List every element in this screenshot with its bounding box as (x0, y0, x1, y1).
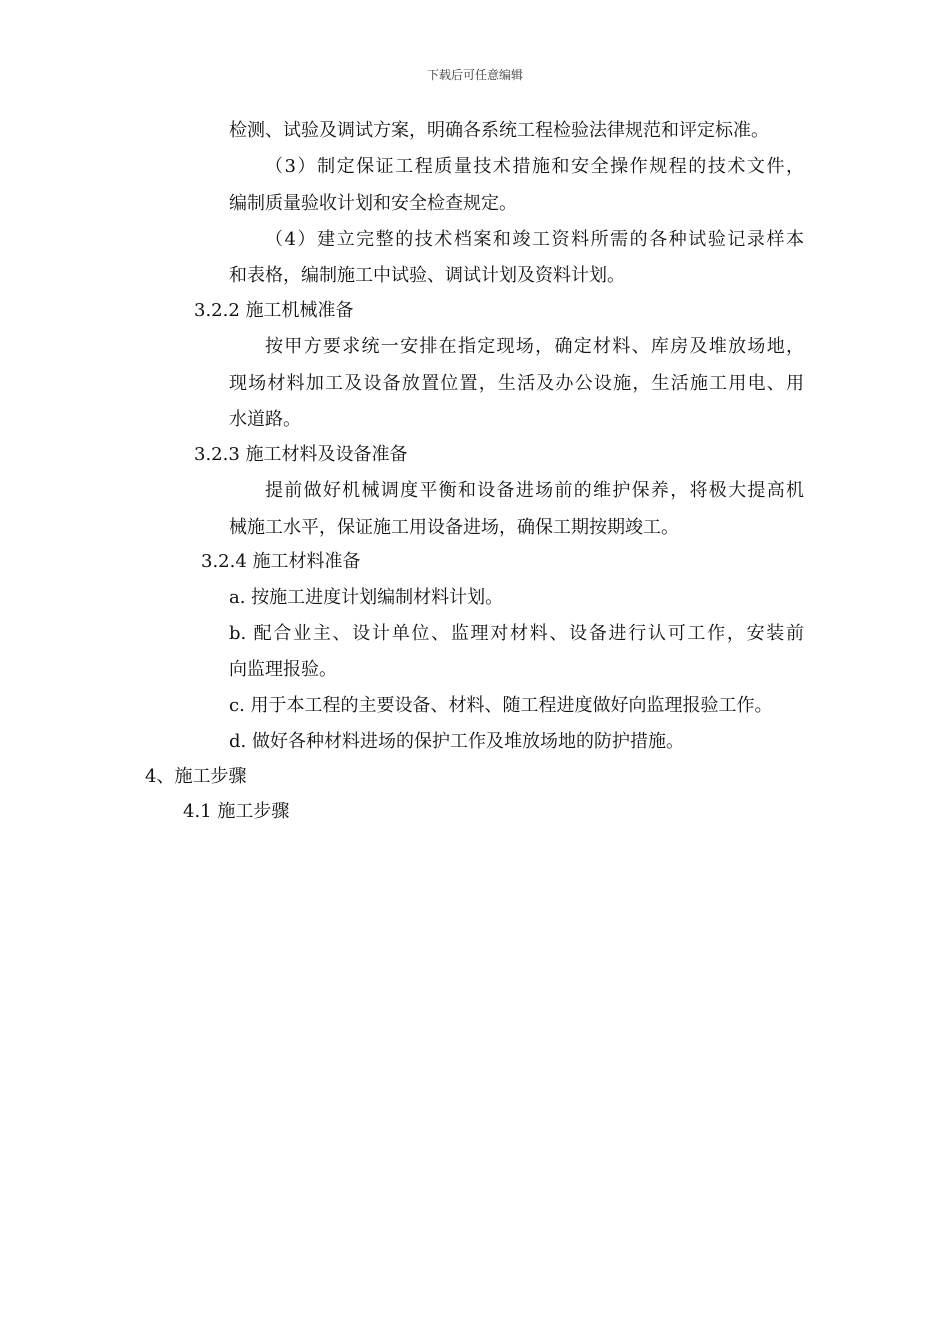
paragraph-line: 械施工水平，保证施工用设备进场，确保工期按期竣工。 (229, 517, 679, 538)
section-heading-4-1: 4.1 施工步骤 (183, 801, 290, 822)
paragraph-line: 水道路。 (229, 409, 301, 430)
list-item-a: a. 按施工进度计划编制材料计划。 (229, 587, 504, 608)
list-item-c: c. 用于本工程的主要设备、材料、随工程进度做好向监理报验工作。 (229, 695, 773, 716)
page-header: 下载后可任意编辑 (426, 68, 523, 82)
list-item-b: b. 配合业主、设计单位、监理对材料、设备进行认可工作，安装前 (229, 623, 804, 644)
section-heading-3-2-3: 3.2.3 施工材料及设备准备 (194, 444, 408, 465)
section-heading-3-2-2: 3.2.2 施工机械准备 (194, 300, 354, 321)
paragraph-line: 和表格，编制施工中试验、调试计划及资料计划。 (229, 265, 625, 286)
paragraph-line: （3）制定保证工程质量技术措施和安全操作规程的技术文件， (265, 156, 804, 177)
section-heading-3-2-4: 3.2.4 施工材料准备 (201, 551, 361, 572)
section-heading-4: 4、施工步骤 (145, 766, 247, 787)
list-item-b-cont: 向监理报验。 (229, 659, 337, 680)
list-item-d: d. 做好各种材料进场的保护工作及堆放场地的防护措施。 (229, 731, 684, 752)
paragraph-line: 提前做好机械调度平衡和设备进场前的维护保养，将极大提高机 (265, 480, 804, 501)
paragraph-line: 编制质量验收计划和安全检查规定。 (229, 193, 517, 214)
paragraph-line: 检测、试验及调试方案，明确各系统工程检验法律规范和评定标准。 (229, 120, 769, 141)
paragraph-line: 按甲方要求统一安排在指定现场，确定材料、库房及堆放场地， (265, 336, 804, 357)
paragraph-line: 现场材料加工及设备放置位置，生活及办公设施，生活施工用电、用 (229, 373, 804, 394)
paragraph-line: （4）建立完整的技术档案和竣工资料所需的各种试验记录样本 (265, 229, 804, 250)
